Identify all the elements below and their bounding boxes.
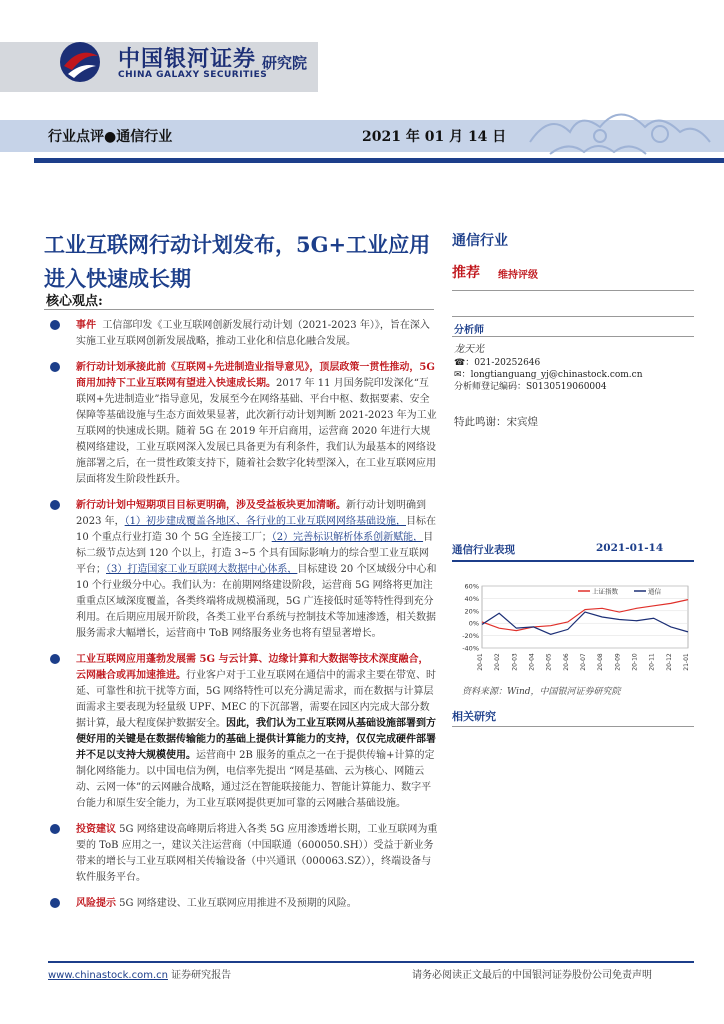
footer-disclaimer: 请务必阅读正文最后的中国银河证券股份公司免责声明 [412, 970, 652, 981]
report-title: 工业互联网行动计划发布，5G+工业应用进入快速成长期 [44, 232, 431, 291]
x-tick-label: 20-05 [545, 653, 553, 671]
footer-left: www.chinastock.com.cn 证券研究报告 [48, 970, 232, 981]
x-tick-label: 20-04 [528, 653, 536, 671]
report-category: 行业点评●通信行业 [48, 129, 173, 145]
y-tick-label: 20% [464, 607, 479, 616]
point-policy: 新行动计划承接此前《互联网+先进制造业指导意见》，顶层政策一贯性推动，5G 商用加持下工业互联网有望进入快速成长期。2017 年 11 月国务院印发深化“互联网+先进制造业”指导意见，发展至今在网络基础、平台中枢、数据要素、安全保障等基础设施与生态方面效果显著，此次新行动计划判断 2021-2023 年为工业互联网的快速成长期。随着 5G 在 2019 年开启商用，运营商 2020 年进行大规模网络建设，工业互联网深入发展已具备更为有利条件，我们认为最基本的网络设施部署之后，在一贯性政策支持下，随着社会数字化转型深入，在工业互联网应用层面将发生阶段性跃升。 [48, 360, 438, 488]
sidebar-divider [452, 316, 694, 317]
institute-name: 研究院 [262, 54, 308, 72]
analyst-cert: 分析师登记编码：S0130519060004 [454, 382, 607, 392]
acknowledgement: 特此鸣谢：宋宾煌 [454, 416, 538, 428]
x-tick-label: 20-07 [580, 653, 587, 671]
core-points [48, 318, 438, 922]
x-tick-label: 20-01 [477, 653, 484, 671]
sidebar-divider [452, 290, 694, 291]
sidebar-divider [452, 726, 694, 727]
core-viewpoint-heading: 核心观点: [46, 294, 103, 309]
y-tick-label: 40% [464, 594, 479, 603]
footer-rule [48, 961, 694, 963]
point-event: 事件 工信部印发《工业互联网创新发展行动计划（2021-2023 年）》，旨在深入实施工业互联网创新发展战略，推动工业化和信息化融合发展。 [48, 318, 438, 350]
x-tick-label: 20-08 [597, 653, 605, 671]
y-tick-label: -20% [462, 632, 479, 641]
series-line-0 [482, 600, 688, 631]
recommendation: 推荐 [452, 265, 480, 281]
phone-row: ☎：021-20252646 [454, 358, 541, 368]
point-cloud-network: 工业互联网应用蓬勃发展需 5G 与云计算、边缘计算和大数据等技术深度融合，云网融合或再加速推进。行业客户对于工业互联网在通信中的需求主要在带宽、时延、可靠性和抗干扰等方面，5G 网络特性可以充分满足需求，而在数据与计算层面需求主要表现为轻量级 UPF、MEC 的下沉部署，需要在园区内完成大部分数据计算，最大程度保护数据安全。因此，我们认为工业互联网从基础设施部署到方便好用的关键是在数据传输能力的基础上提供计算能力的支持，仅仅完成硬件部署并不足以支持大规模使用。运营商中 2B 服务的重点之一在于提供传输+计算的定制化网络能力。以中国电信为例，电信率先提出 “网是基础、云为核心、网随云动、云网一体”的云网融合战略，通过泛在智能联接能力、智能计算能力、数字平台能力和原生安全能力，为工业互联网提供更加可靠的云网融合基础设施。 [48, 652, 438, 812]
analyst-name: 龙天光 [454, 344, 484, 355]
sector-name: 通信行业 [452, 233, 508, 249]
chart-date: 2021-01-14 [596, 542, 664, 554]
point-targets: 新行动计划中短期项目目标更明确，涉及受益板块更加清晰。新行动计划明确到 2023 年，（1）初步建成覆盖各地区、各行业的工业互联网网络基础设施，目标在 10 个重点行业打造 30 个 5G 全连接工厂；（2）完善标识解析体系创新赋能，目标二级节点达到 120 个以上，打造 3~5 个具有国际影响力的综合型工业互联网平台；（3）打造国家工业互联网大数据中心体系，目标建设 20 个区域级分中心和 10 个行业级分中心。我们认为：在前期网络建设阶段，运营商 5G 网络将更加注重重点区域深度覆盖，各类终端将成规模涌现，5G 广连接低时延等特性得到充分利用。在后期应用展开阶段，各类工业平台系统与控制技术等加速渗透，相关数据服务需求大幅增长，运营商中 ToB 网络服务业务也将有望显著增长。 [48, 498, 438, 642]
point-risk: 风险提示 5G 网络建设、工业互联网应用推进不及预期的风险。 [48, 896, 438, 912]
sidebar-divider [452, 336, 694, 337]
industry-performance-chart [452, 578, 698, 678]
bullet-icon [50, 654, 60, 664]
related-research-heading: 相关研究 [452, 710, 496, 723]
logo-english-name: CHINA GALAXY SECURITIES [118, 70, 268, 80]
website-link[interactable]: www.chinastock.com.cn [48, 970, 168, 981]
bullet-icon [50, 500, 60, 510]
x-tick-label: 20-02 [494, 653, 502, 671]
x-tick-label: 20-12 [665, 653, 673, 671]
envelope-icon: ✉ [454, 370, 462, 380]
x-tick-label: 20-06 [562, 653, 570, 671]
x-tick-label: 20-03 [511, 653, 519, 671]
x-tick-label: 20-09 [614, 653, 622, 671]
email-row[interactable]: ✉：longtianguang_yj@chinastock.com.cn [454, 370, 643, 380]
core-divider [44, 309, 434, 310]
chart-rule [452, 560, 694, 562]
bullet-icon [50, 320, 60, 330]
bullet-icon [50, 824, 60, 834]
x-tick-label: 20-11 [648, 653, 656, 671]
y-tick-label: 0% [468, 619, 479, 628]
bullet-icon [50, 362, 60, 372]
analyst-label: 分析师 [454, 325, 484, 336]
legend-label: 上证指数 [592, 587, 618, 596]
chart-heading: 通信行业表现 [452, 544, 515, 556]
header-rule [34, 158, 724, 163]
point-investment: 投资建议 5G 网络建设高峰期后将进入各类 5G 应用渗透增长期，工业互联网为重要的 ToB 应用之一，建议关注运营商（中国联通（600050.SH））受益于新业务带来的增长与工业互联网相关传输设备（中兴通讯（000063.SZ）），终端设备与软件服务平台。 [48, 822, 438, 886]
y-tick-label: 60% [464, 582, 479, 591]
y-tick-label: -40% [462, 644, 479, 653]
logo-chinese-name: 中国银河证券 [118, 47, 257, 72]
x-tick-label: 21-01 [683, 653, 690, 671]
galaxy-logo-icon [58, 40, 102, 84]
chart-source: 资料来源：Wind，中国银河证券研究院 [462, 687, 621, 697]
rating-note: 维持评级 [498, 270, 538, 281]
x-tick-label: 20-10 [631, 653, 639, 671]
report-date: 2021 年 01 月 14 日 [362, 129, 507, 145]
bullet-icon [50, 898, 60, 908]
phone-icon: ☎ [454, 358, 466, 368]
legend-label: 通信 [648, 587, 661, 596]
